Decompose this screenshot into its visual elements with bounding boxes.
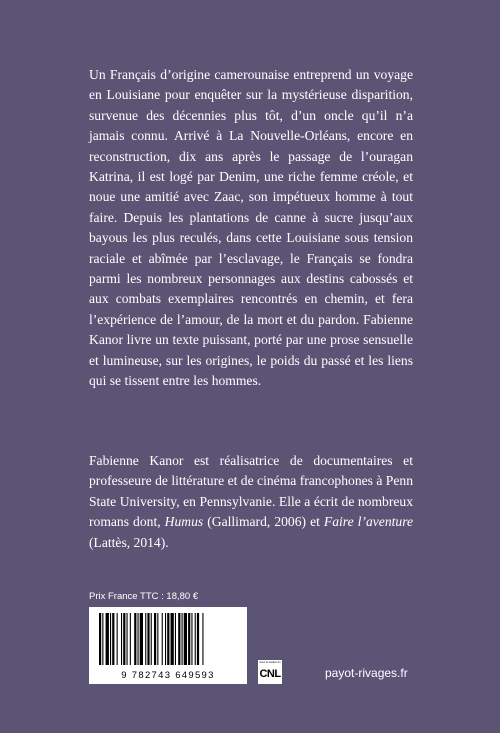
barcode-digits: 9 782743 649593 — [121, 670, 215, 681]
price-label: Prix France TTC : 18,80 € — [89, 591, 199, 602]
cnl-logo-text: CNL — [259, 668, 281, 680]
book-title-humus: Humus — [164, 514, 204, 530]
bio-text-part1: Fabienne Kanor est réalisatrice de documentaires et professeure de littérature et de cinéma francophones à Penn State University, en Pennsylvanie. Elle a écrit de nombreux romans dont, — [89, 453, 413, 530]
back-cover-blurb — [89, 65, 413, 392]
book-title-faire-laventure: Faire l’aventure — [323, 514, 414, 530]
bio-text-part2: (Gallimard, 2006) et — [203, 514, 324, 530]
bio-text-part3: (Lattès, 2014). — [89, 534, 169, 550]
cnl-caption: Avec le soutien du — [259, 661, 281, 664]
publisher-website: payot-rivages.fr — [325, 666, 408, 680]
author-bio-text — [89, 451, 413, 553]
author-bio — [89, 451, 413, 553]
cnl-logo — [258, 660, 282, 684]
barcode-bars — [93, 611, 243, 667]
blurb-paragraph: Un Français d’origine camerounaise entreprend un voyage en Louisiane pour enquêter sur la mystérieuse disparition, survenue des décennies plus tôt, d’un oncle qu’il n’a jamais connu. Arrivé à La Nouvelle-Orléans, encore en reconstruction, dix ans après le passage de l’ouragan Katrina, il est logé par Denim, une riche femme créole, et noue une amitié avec Zaac, son impétueux homme à tout faire. Depuis les plantations de canne à sucre jusqu’aux bayous les plus reculés, dans cette Louisiane sous tension raciale et abîmée par l’esclavage, le Français se fondra parmi les nombreux personnages aux destins cabossés et aux combats exemplaires rencontrés en chemin, et fera l’expérience de l’amour, de la mort et du pardon. Fabienne Kanor livre un texte puissant, porté par une prose sensuelle et lumineuse, sur les origines, le poids du passé et les liens qui se tissent entre les hommes. — [89, 67, 413, 389]
isbn-barcode — [89, 607, 247, 684]
